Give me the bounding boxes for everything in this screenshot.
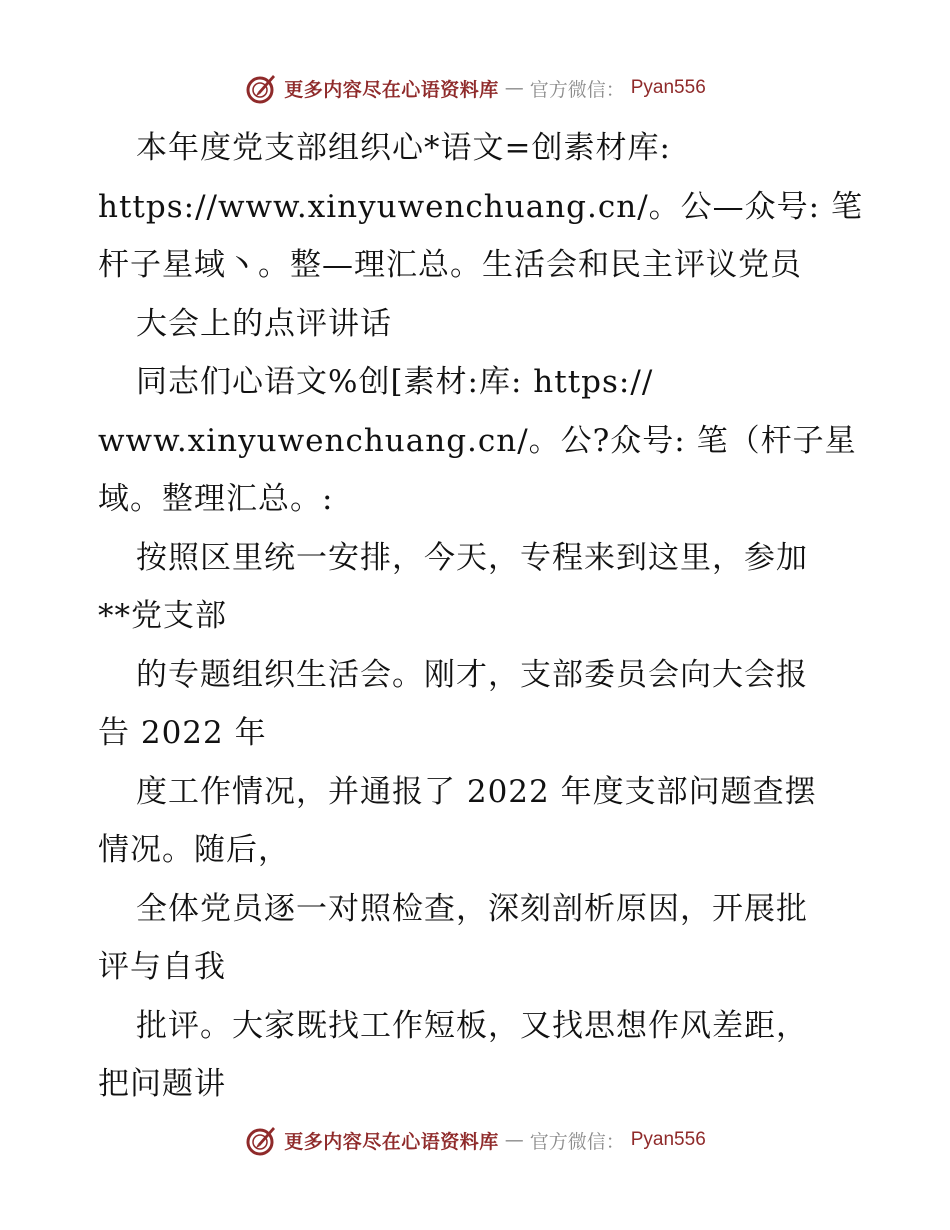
quill-logo-icon bbox=[244, 1123, 278, 1157]
text-line: 度工作情况，并通报了 2022 年度支部问题查摆 bbox=[136, 773, 817, 810]
text-line: 按照区里统一安排，今天，专程来到这里，参加 bbox=[136, 539, 808, 576]
text-line: 同志们心语文%创[素材:库: https:// bbox=[136, 364, 654, 400]
watermark-contact-id: Pyan556 bbox=[630, 1129, 706, 1150]
text-line: **党支部 bbox=[98, 598, 227, 634]
watermark-contact-label: 官方微信： bbox=[529, 1130, 625, 1153]
text-line: 本年度党支部组织心*语文=创素材库: bbox=[136, 130, 671, 166]
text-line: 情况。随后， bbox=[98, 832, 290, 868]
text-line: 全体党员逐一对照检查，深刻剖析原因，开展批 bbox=[136, 890, 808, 927]
text-line: 评与自我 bbox=[98, 949, 226, 985]
text-line: 批评。大家既找工作短板，又找思想作风差距， bbox=[136, 1007, 808, 1044]
watermark-contact-label: 官方微信： bbox=[529, 78, 625, 101]
text-line: 杆子星域丶。整—理汇总。生活会和民主评议党员 bbox=[98, 247, 802, 283]
text-line: 把问题讲 bbox=[98, 1066, 226, 1102]
header-watermark-banner bbox=[0, 68, 950, 108]
text-line: 域。整理汇总。: bbox=[98, 481, 334, 517]
text-line: 告 2022 年 bbox=[98, 715, 267, 751]
watermark-dash: — bbox=[504, 77, 524, 99]
watermark-site-name: 更多内容尽在心语资料库 bbox=[284, 1130, 499, 1153]
text-line: https://www.xinyuwenchuang.cn/。公—众号: 笔 bbox=[98, 188, 863, 225]
document-body bbox=[98, 119, 863, 1114]
footer-watermark-banner bbox=[0, 1120, 950, 1160]
watermark-contact-id: Pyan556 bbox=[630, 77, 706, 98]
watermark-site-name: 更多内容尽在心语资料库 bbox=[284, 78, 499, 101]
quill-logo-icon bbox=[244, 71, 278, 105]
watermark-dash: — bbox=[504, 1129, 524, 1151]
text-line: 的专题组织生活会。刚才，支部委员会向大会报 bbox=[136, 656, 808, 693]
text-line: 大会上的点评讲话 bbox=[136, 305, 392, 342]
text-line: www.xinyuwenchuang.cn/。公?众号: 笔（杆子星 bbox=[98, 422, 857, 459]
